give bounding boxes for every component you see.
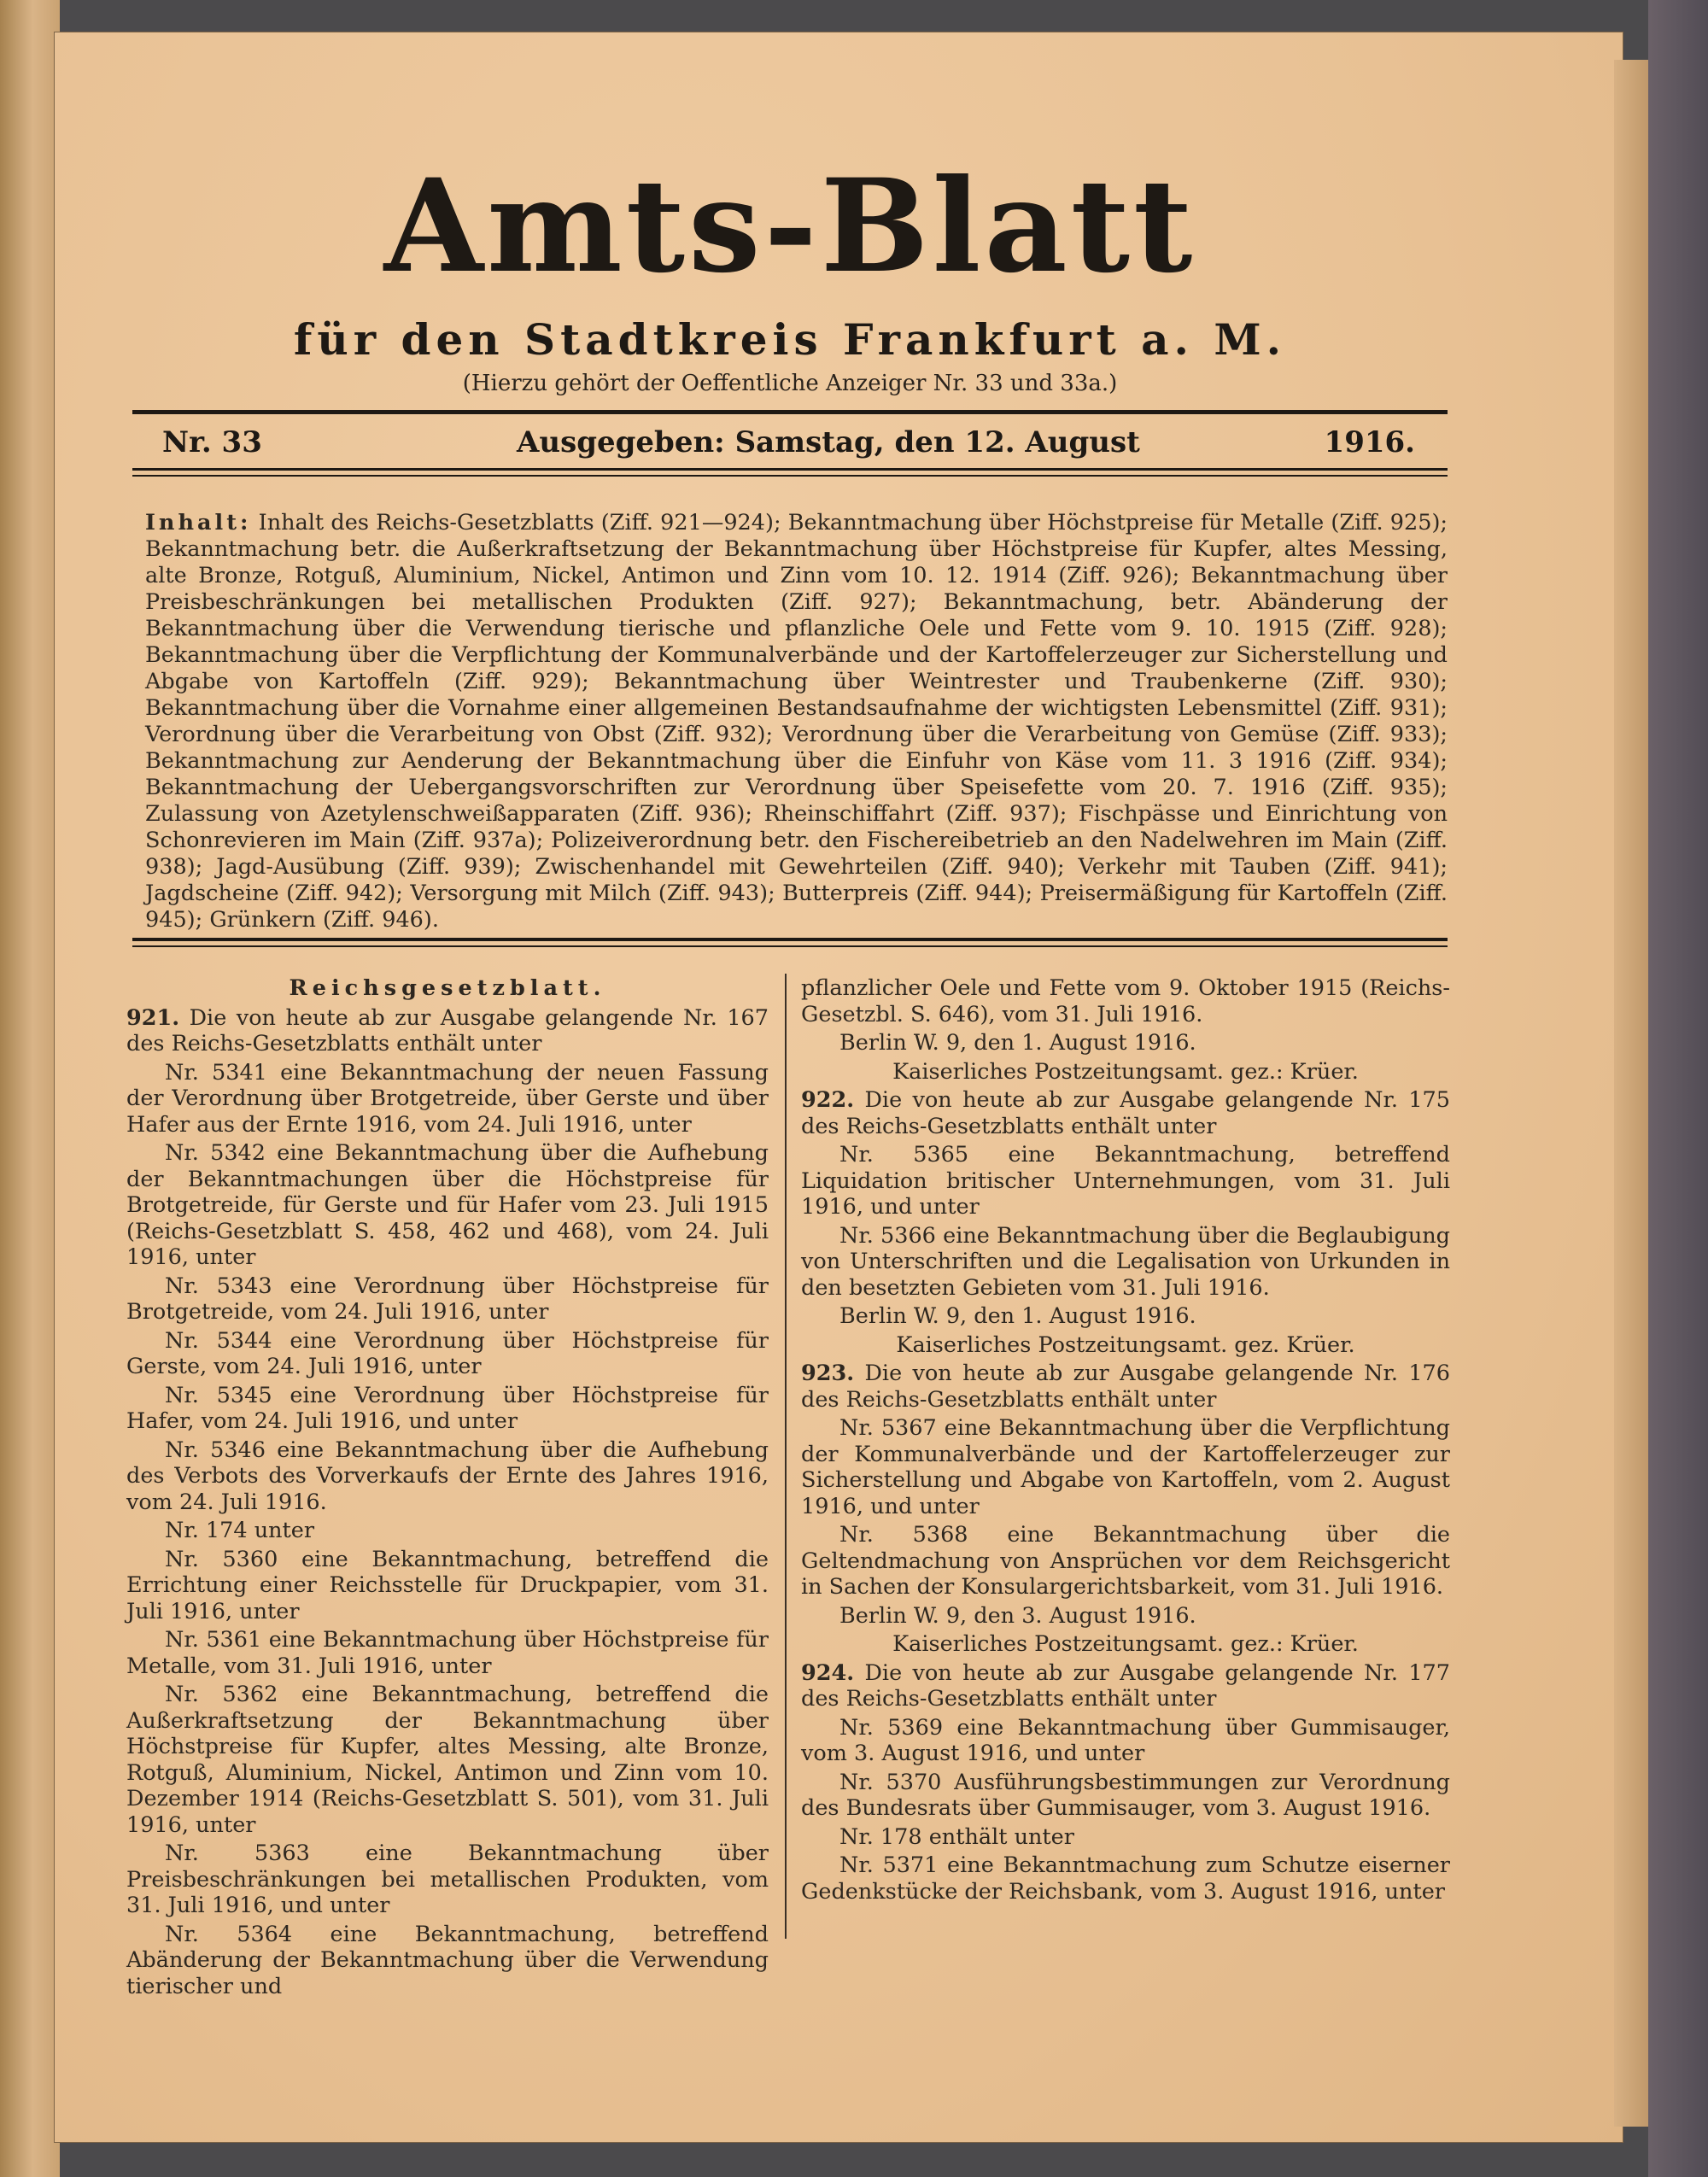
signature-3: Kaiserliches Postzeitungsamt. gez.: Krüer. [892, 1631, 1359, 1657]
book-cover-edge [1648, 0, 1708, 2177]
masthead-subtitle: für den Stadtkreis Frankfurt a. M. [293, 314, 1287, 365]
item-5360: Nr. 5360 eine Bekanntmachung, betreffend die Errichtung einer Reichsstelle für Druckpapier, vom 31. Juli 1916, unter [126, 1546, 769, 1624]
item-5365: Nr. 5365 eine Bekanntmachung, betreffend Liquidation britischer Unternehmungen, vom 31. Juli 1916, und unter [801, 1142, 1450, 1220]
adjacent-page-edge [0, 0, 60, 2177]
item-5364: Nr. 5364 eine Bekanntmachung, betreffend Abänderung der Bekanntmachung über die Verwendung tierischer und [126, 1921, 769, 1999]
item-5362: Nr. 5362 eine Bekanntmachung, betreffend die Außerkraftsetzung der Bekanntmachung über Höchstpreise für Kupfer, altes Messing, alte Bronze, Rotguß, Aluminium, Nickel, Antimon und Zinn vom 10. Dezember 1914 (Reichs-Gesetzblatt S. 501), vom 31. Juli 1916, unter [126, 1682, 769, 1838]
signature-2: Kaiserliches Postzeitungsamt. gez. Krüer. [896, 1331, 1355, 1358]
item-174: Nr. 174 unter [165, 1518, 315, 1543]
entry-number: 924. [801, 1659, 855, 1686]
item-5342: Nr. 5342 eine Bekanntmachung über die Aufhebung der Bekanntmachungen über die Höchstpreise für Brotgetreide, für Gerste und für Hafer vom 23. Juli 1915 (Reichs-Gesetzblatt S. 458, 462 und 468), vom 24. Juli 1916, unter [126, 1140, 769, 1270]
entry-922: 922. Die von heute ab zur Ausgabe gelangende Nr. 175 des Reichs-Gesetzblatts enthält unter [801, 1087, 1450, 1139]
item-5369: Nr. 5369 eine Bekanntmachung über Gummisauger, vom 3. August 1916, und unter [801, 1714, 1450, 1766]
issue-date: Ausgegeben: Samstag, den 12. August [517, 425, 1140, 459]
entry-number: 921. [126, 1004, 180, 1031]
place-date-1: Berlin W. 9, den 1. August 1916. [839, 1030, 1196, 1056]
masthead-note: (Hierzu gehört der Oeffentliche Anzeiger Nr. 33 und 33a.) [462, 371, 1118, 396]
signature-1: Kaiserliches Postzeitungsamt. gez.: Krüer. [892, 1058, 1359, 1085]
contents-rule-1 [132, 938, 1448, 941]
entry-923: 923. Die von heute ab zur Ausgabe gelangende Nr. 176 des Reichs-Gesetzblatts enthält unter [801, 1361, 1450, 1413]
entry-924: 924. Die von heute ab zur Ausgabe gelangende Nr. 177 des Reichs-Gesetzblatts enthält unter [801, 1659, 1450, 1712]
contents-label: Inhalt: [145, 510, 252, 535]
entry-921: 921. Die von heute ab zur Ausgabe gelangende Nr. 167 des Reichs-Gesetzblatts enthält unter [126, 1004, 769, 1056]
item-5344: Nr. 5344 eine Verordnung über Höchstpreise für Gerste, vom 24. Juli 1916, unter [126, 1327, 769, 1379]
entry-number: 922. [801, 1087, 855, 1113]
item-5341: Nr. 5341 eine Bekanntmachung der neuen Fassung der Verordnung über Brotgetreide, über Gerste und über Hafer aus der Ernte 1916, vom 24. Juli 1916, unter [126, 1059, 769, 1138]
section-heading: Reichsgesetzblatt. [289, 975, 606, 1001]
header-rule-bottom-2 [132, 475, 1448, 477]
header-rule-top [132, 410, 1448, 414]
header-rule-bottom-1 [132, 468, 1448, 471]
issue-year: 1916. [1324, 425, 1415, 459]
item-5364-continued: pflanzlicher Oele und Fette vom 9. Oktober 1915 (Reichs-Gesetzbl. S. 646), vom 31. Juli 1916. [801, 975, 1450, 1027]
item-5346: Nr. 5346 eine Bekanntmachung über die Aufhebung des Verbots des Vorverkaufs der Ernte des Jahres 1916, vom 24. Juli 1916. [126, 1437, 769, 1515]
item-5343: Nr. 5343 eine Verordnung über Höchstpreise für Brotgetreide, vom 24. Juli 1916, unter [126, 1273, 769, 1325]
item-5368: Nr. 5368 eine Bekanntmachung über die Geltendmachung von Ansprüchen vor dem Reichsgericht in Sachen der Konsulargerichtsbarkeit, vom 31. Juli 1916. [801, 1522, 1450, 1600]
issue-bar [149, 425, 1430, 463]
issue-number: Nr. 33 [162, 425, 262, 459]
item-5366: Nr. 5366 eine Bekanntmachung über die Beglaubigung von Unterschriften und die Legalisation von Urkunden in den besetzten Gebieten vom 31. Juli 1916. [801, 1222, 1450, 1301]
left-column [126, 975, 769, 2002]
place-date-3: Berlin W. 9, den 3. August 1916. [839, 1602, 1196, 1629]
item-5367: Nr. 5367 eine Bekanntmachung über die Verpflichtung der Kommunalverbände und der Kartoffelerzeuger zur Sicherstellung und Abgabe von Kartoffeln, vom 2. August 1916, und unter [801, 1415, 1450, 1519]
item-5345: Nr. 5345 eine Verordnung über Höchstpreise für Hafer, vom 24. Juli 1916, und unter [126, 1382, 769, 1434]
entry-number: 923. [801, 1361, 855, 1386]
contents-text: Inhalt des Reichs-Gesetzblatts (Ziff. 921—924); Bekanntmachung über Höchstpreise für Metalle (Ziff. 925); Bekanntmachung betr. die Außerkraftsetzung der Bekanntmachung über Höchstpreise für Kupfer, altes Messing, alte Bronze, Rotguß, Aluminium, Nickel, Antimon und Zinn vom 10. 12. 1914 (Ziff. 926); Bekanntmachung über Preisbeschränkungen bei metallischen Produkten (Ziff. 927); Bekanntmachung, betr. Abänderung der Bekanntmachung über die Verwendung tierische und pflanzliche Oele und Fette vom 9. 10. 1915 (Ziff. 928); Bekanntmachung über die Verpflichtung der Kommunalverbände und der Kartoffelerzeuger zur Sicherstellung und Abgabe von Kartoffeln (Ziff. 929); Bekanntmachung über Weintrester und Traubenkerne (Ziff. 930); Bekanntmachung über die Vornahme einer allgemeinen Bestandsaufnahme der wichtigsten Lebensmittel (Ziff. 931); Verordnung über die Verarbeitung von Obst (Ziff. 932); Verordnung über die Verarbeitung von Gemüse (Ziff. 933); Bekanntmachung zur Aenderung der Bekanntmachung über die Einfuhr von Käse vom 11. 3 1916 (Ziff. 934); Bekanntmachung der Uebergangsvorschriften zur Verordnung über Speisefette vom 20. 7. 1916 (Ziff. 935); Zulassung von Azetylenschweißapparaten (Ziff. 936); Rheinschiffahrt (Ziff. 937); Fischpässe und Einrichtung von Schonrevieren im Main (Ziff. 937a); Polizeiverordnung betr. den Fischereibetrieb an den Nadelwehren im Main (Ziff. 938); Jagd-Ausübung (Ziff. 939); Zwischenhandel mit Gewehrteilen (Ziff. 940); Verkehr mit Tauben (Ziff. 941); Jagdscheine (Ziff. 942); Versorgung mit Milch (Ziff. 943); Butterpreis (Ziff. 944); Preisermäßigung für Kartoffeln (Ziff. 945); Grünkern (Ziff. 946). [145, 510, 1448, 933]
item-5370: Nr. 5370 Ausführungsbestimmungen zur Verordnung des Bundesrats über Gummisauger, vom 3. August 1916. [801, 1769, 1450, 1821]
item-178: Nr. 178 enthält unter [839, 1823, 1074, 1850]
masthead-title: Amts-Blatt [383, 151, 1196, 301]
right-column [801, 975, 1450, 1907]
contents-rule-2 [132, 945, 1448, 947]
place-date-2: Berlin W. 9, den 1. August 1916. [839, 1303, 1196, 1329]
table-of-contents [145, 510, 1448, 933]
item-5363: Nr. 5363 eine Bekanntmachung über Preisbeschränkungen bei metallischen Produkten, vom 31. Juli 1916, und unter [126, 1841, 769, 1918]
column-divider [785, 974, 787, 1939]
item-5361: Nr. 5361 eine Bekanntmachung über Höchstpreise für Metalle, vom 31. Juli 1916, unter [126, 1627, 769, 1679]
item-5371: Nr. 5371 eine Bekanntmachung zum Schutze eiserner Gedenkstücke der Reichsbank, vom 3. August 1916, unter [801, 1852, 1450, 1905]
